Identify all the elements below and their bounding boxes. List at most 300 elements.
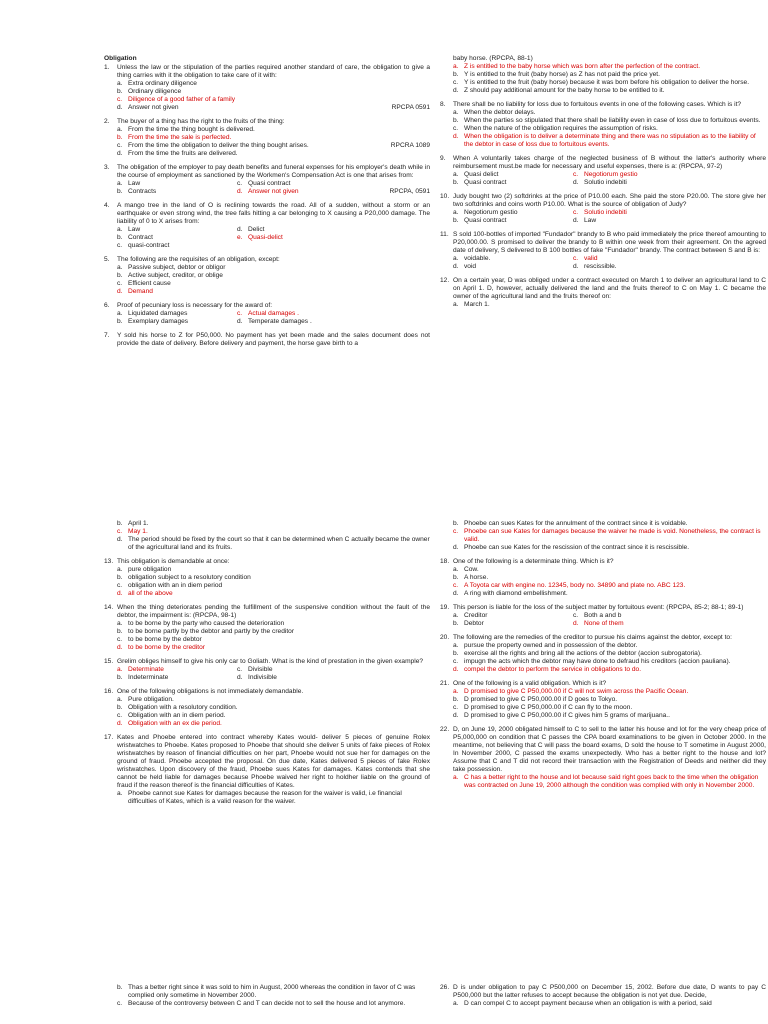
option-letter: d.	[453, 133, 459, 140]
option-letter: c.	[573, 171, 579, 178]
option-col-1	[453, 179, 573, 187]
option-text: to be borne by the party who caused the deterioration	[128, 620, 285, 627]
option-col-2	[237, 180, 291, 188]
option-list	[117, 620, 430, 652]
option-text: D promised to give C P50,000.00 if D goes to Tokyo.	[464, 696, 618, 703]
question-text: One of the following is a valid obligation. Which is it?	[453, 680, 607, 687]
option-text: Y is entitled to the fruit (baby horse) as Z has not paid the price yet.	[464, 71, 660, 78]
option-text: Quasi-delict	[248, 234, 283, 241]
question-stem	[440, 277, 766, 301]
answer-option	[453, 658, 766, 666]
option-text: D promised to give C P50,000.00 if C will not swim across the Pacific Ocean.	[464, 688, 689, 695]
option-text: to be borne by the debtor	[128, 636, 202, 643]
question-number: 22.	[440, 726, 450, 733]
option-text: Determinate	[128, 666, 164, 673]
question	[440, 984, 766, 1008]
option-col-1	[453, 171, 573, 179]
question-stem	[440, 231, 766, 255]
question-text: The following are the requisites of an obligation, except:	[117, 256, 280, 263]
option-letter: d.	[573, 179, 579, 186]
option-text: Ordinary diligence	[128, 88, 182, 95]
page-1	[0, 0, 768, 347]
option-letter: b.	[117, 134, 123, 141]
option-text: A horse.	[464, 574, 489, 581]
option-letter: d.	[237, 226, 243, 233]
question-number: 15.	[104, 658, 114, 665]
option-text: Exemplary damages	[128, 318, 189, 325]
option-text: Both a and b	[584, 612, 622, 619]
question	[104, 520, 430, 552]
answer-option	[453, 528, 766, 544]
question-stem	[104, 604, 430, 620]
option-col-1	[117, 242, 237, 250]
question-number: 16.	[104, 688, 114, 695]
question-text: When A voluntarily takes charge of the neglected business of B without the latter's authority where reimbursement must.be made for necessary and useful expenses, there is a: (RPCPA, 97-2)	[453, 155, 766, 170]
question	[440, 680, 766, 720]
option-text: Demand	[128, 288, 153, 295]
question	[104, 604, 430, 652]
answer-option	[117, 984, 430, 1000]
question-stem	[104, 164, 430, 180]
option-letter: b.	[453, 179, 459, 186]
option-letter: b.	[117, 674, 123, 681]
option-text: quasi-contract	[128, 242, 170, 249]
option-col-1	[453, 263, 573, 271]
option-letter: c.	[453, 79, 459, 86]
page2-right-column	[440, 520, 766, 796]
option-col-2	[237, 242, 248, 250]
option-list	[453, 642, 766, 674]
option-letter: d.	[573, 620, 579, 627]
option-text: When the obligation is to deliver a determinate thing and there was no stipulation as to the liability of the debtor in case of loss due to fortuitous events.	[464, 133, 756, 148]
answer-option	[117, 566, 430, 574]
option-col-2	[573, 620, 624, 628]
option-text: Quasi delict	[464, 171, 499, 178]
option-letter: d.	[573, 217, 579, 224]
question-stem	[104, 64, 430, 80]
option-text: The period should be fixed by the court so that it can be determined when C actually became the owner of the agricultural land and its fruits.	[128, 536, 430, 551]
option-list	[453, 520, 766, 552]
answer-option	[117, 272, 430, 280]
question-number: 7.	[104, 332, 110, 339]
page3-right-column	[440, 984, 766, 1014]
option-col-2	[573, 171, 638, 179]
question-text: A mango tree in the land of O is reclining towards the road. All of a sudden, without a storm or an earthquake or even strong wind, the tree falls hitting a car belonging to X causing a P20,000 damage. The liability of 0 to X arises from:	[117, 202, 430, 225]
option-text: Obligation with an ex die period.	[128, 720, 222, 727]
option-text: Quasi contract	[248, 180, 291, 187]
option-col-1	[453, 620, 573, 628]
question-text: D, on June 19, 2000 obligated himself to C to sell to the latter his house and lot for the very cheap price of P5,000,000 on condition that C passes the CPA board examinations to be given in October 2000. In the meantime, not believing that C will pass the board exams, D sold the house to T sometime in August 2000, In November 2000, C passed the exams unexpectedly. Who has a better right to the house and lot? Assume that C and T did not record their transaction with the Registration of Deeds and neither did they take possession.	[453, 726, 766, 773]
option-list	[453, 63, 766, 95]
answer-option-row	[453, 255, 766, 263]
option-letter: a.	[453, 63, 459, 70]
option-text: impugn the acts which the debtor may have done to defraud his creditors (accion pauliana).	[464, 658, 731, 665]
question-text: D is under obligation to pay C P500,000 on December 15, 2002. Before due date, D wants to pay C P500,000 but the latter refuses to accept because the obligation is not yet due. Decide,	[453, 984, 766, 999]
option-list	[117, 696, 430, 728]
option-letter: b.	[117, 984, 123, 991]
option-letter	[237, 242, 248, 250]
question-text: Proof of pecuniary loss is necessary for the award of:	[117, 302, 273, 309]
option-letter: c.	[117, 96, 123, 103]
option-letter: a.	[117, 180, 123, 187]
question	[440, 55, 766, 95]
option-letter: a.	[117, 264, 123, 271]
answer-option	[453, 590, 766, 598]
option-col-1	[453, 612, 573, 620]
option-letter: b.	[453, 574, 459, 581]
option-letter: c.	[237, 666, 243, 673]
option-letter: d.	[117, 150, 123, 157]
answer-option-row	[453, 171, 766, 179]
option-letter: b.	[117, 188, 123, 195]
option-letter: c.	[237, 180, 243, 187]
option-text: Z is entitled to the baby horse which was born after the perfection of the contract.	[464, 63, 701, 70]
option-col-2	[573, 217, 596, 225]
option-letter: c.	[453, 658, 459, 665]
answer-option	[117, 126, 430, 134]
option-text: Quasi contract	[464, 217, 507, 224]
option-text: Negotiorum gestio	[464, 209, 518, 216]
option-col-1	[117, 226, 237, 234]
option-text: Obligation with an in diem period.	[128, 712, 226, 719]
answer-option	[117, 628, 430, 636]
option-col-1	[453, 217, 573, 225]
option-text: Thas a better right since it was sold to him in August, 2000 whereas the condition in favor of C was complied only sometime in November 2000.	[128, 984, 416, 999]
option-col-2	[573, 255, 598, 263]
answer-option	[117, 582, 430, 590]
option-letter: b.	[453, 620, 459, 627]
option-letter: b.	[453, 520, 459, 527]
option-text: From the time the fruits are delivered.	[128, 150, 238, 157]
option-text: Answer not given	[128, 104, 179, 111]
question-number: 6.	[104, 302, 110, 309]
question-text: One of the following obligations is not immediately demandable.	[117, 688, 304, 695]
question-number: 17.	[104, 734, 114, 741]
answer-option	[453, 71, 766, 79]
option-text: voidable.	[464, 255, 491, 262]
answer-option-row	[117, 234, 430, 242]
question-stem	[104, 256, 430, 264]
question	[104, 984, 430, 1008]
option-col-2	[237, 310, 299, 318]
option-letter: d.	[237, 318, 243, 325]
option-text: A Toyota car with engine no. 12345, body no. 34890 and plate no. ABC 123.	[464, 582, 686, 589]
option-letter: a.	[117, 310, 123, 317]
option-letter: a.	[117, 80, 123, 87]
page3-left-column	[104, 984, 430, 1014]
option-letter: d.	[453, 590, 459, 597]
option-letter: d.	[117, 720, 123, 727]
option-letter: b.	[117, 318, 123, 325]
question-number: 14.	[104, 604, 114, 611]
option-text: Pure obligation.	[128, 696, 174, 703]
question-text: S sold 100-bottles of imported "Fundador" brandy to B who paid immediately the price thereof amounting to P20,000.00. S promised to deliver the brandy to B within one week from their agreement. On the agreed date of delivery, S delivered to B 100 bottles of fake "Fundador" brandy. The contract between S and B is:	[453, 231, 766, 254]
option-letter: d.	[453, 712, 459, 719]
answer-option	[453, 520, 766, 528]
option-letter: a.	[117, 620, 123, 627]
option-letter: a.	[453, 301, 459, 308]
question-number	[440, 55, 453, 63]
option-letter: b.	[117, 234, 123, 241]
question-number: 26.	[440, 984, 450, 991]
question-number: 2.	[104, 118, 110, 125]
question-stem	[440, 984, 766, 1000]
option-text: Phoebe can sues Kates for the annulment of the contract since it is voidable.	[464, 520, 688, 527]
answer-option-row	[117, 242, 430, 250]
question-text: When the thing deteriorates pending the fulfillment of the suspensive condition without the fault of the debtor, the impairment is: (RPCPA, 98-1)	[117, 604, 430, 619]
question-stem	[104, 658, 430, 666]
option-text: Law	[128, 226, 141, 233]
answer-option	[453, 87, 766, 95]
answer-option-row	[117, 674, 430, 682]
option-text: obligation with an in diem period	[128, 582, 223, 589]
option-text: D can compel C to accept payment because when an obligation is with a period, said	[464, 1000, 712, 1007]
option-letter: a.	[453, 566, 459, 573]
answer-option	[117, 720, 430, 728]
option-letter: d.	[453, 544, 459, 551]
answer-option	[117, 644, 430, 652]
option-letter: b.	[453, 217, 459, 224]
question-number: 21.	[440, 680, 450, 687]
option-letter: b.	[453, 71, 459, 78]
answer-option	[453, 133, 766, 149]
option-text: Creditor	[464, 612, 488, 619]
question-text: Unless the law or the stipulation of the parties required another standard of care, the obligation to give a thing carries with it the obligation to take care of it with:	[117, 64, 430, 79]
answer-option	[117, 80, 430, 88]
answer-option-row	[117, 180, 430, 188]
answer-option	[117, 574, 430, 582]
question-number: 10.	[440, 193, 450, 200]
option-letter: a.	[453, 109, 459, 116]
option-letter: a.	[453, 1000, 459, 1007]
question-number: 9.	[440, 155, 446, 162]
question-text: Judy bought two (2) softdrinks at the price of P10.00 each. She paid the store P20.00. The store give her two softdrinks and coins worth P10.00. What is the source of obligation of Judy?	[453, 193, 766, 208]
option-text: Solutio indebiti	[584, 209, 627, 216]
question-stem	[104, 302, 430, 310]
option-text: Delict	[248, 226, 265, 233]
option-text: Extra ordinary diligence	[128, 80, 197, 87]
option-col-1	[117, 666, 237, 674]
option-text: Law	[584, 217, 597, 224]
question	[104, 202, 430, 250]
option-text: Liquidated damages	[128, 310, 188, 317]
option-text: all of the above	[128, 590, 173, 597]
answer-option	[117, 280, 430, 288]
option-text: Negotiorum gestio	[584, 171, 638, 178]
option-text: rescissible.	[584, 263, 617, 270]
option-letter: b.	[117, 520, 123, 527]
option-text: Phoebe cannot sue Kates for damages because the reason for the waiver is valid, i.e financial difficulties of Kates, which is a valid reason for the waiver.	[128, 790, 402, 805]
question-number: 13.	[104, 558, 114, 565]
question	[104, 302, 430, 326]
option-letter: c.	[453, 704, 459, 711]
question-text: The obligation of the employer to pay death benefits and funeral expenses for his employer's death while in the course of employment as sanctioned by the Workmen's Compensation Act is one that arises from:	[117, 164, 430, 179]
option-text: Divisible	[248, 666, 273, 673]
option-text: When the nature of the obligation requires the assumption of risks.	[464, 125, 658, 132]
option-letter: c.	[573, 209, 579, 216]
option-text: From the time the thing bought is delivered.	[128, 126, 255, 133]
option-text: Passive subject, debtor or obligor	[128, 264, 226, 271]
answer-option	[453, 109, 766, 117]
answer-option	[117, 528, 430, 536]
option-list	[453, 109, 766, 149]
option-text: exercise all the rights and bring all the actions of the debtor (accion subrogatoria).	[464, 650, 702, 657]
answer-option	[453, 666, 766, 674]
source-reference: RPCPA 0591	[391, 104, 430, 111]
option-text: Z should pay additional amount for the baby horse to be entitled to it.	[464, 87, 665, 94]
question-number: 18.	[440, 558, 450, 565]
answer-option	[117, 288, 430, 296]
question-number: 12.	[440, 277, 450, 284]
question-stem	[104, 558, 430, 566]
option-letter: a.	[117, 790, 123, 797]
question-number: 1.	[104, 64, 110, 71]
option-text: When the debtor delays.	[464, 109, 536, 116]
option-letter: c.	[453, 125, 459, 132]
answer-option	[453, 642, 766, 650]
answer-option	[453, 544, 766, 552]
option-col-2	[573, 263, 617, 271]
option-col-2	[237, 234, 283, 242]
option-text: valid	[584, 255, 598, 262]
question	[440, 520, 766, 552]
answer-option-row	[117, 666, 430, 674]
option-letter: c.	[117, 712, 123, 719]
option-letter: a.	[453, 171, 459, 178]
option-letter: a.	[117, 696, 123, 703]
document-title: Obligation	[104, 55, 137, 62]
source-reference: RPCRA 1089	[390, 142, 430, 149]
option-letter: d.	[117, 288, 123, 295]
answer-option	[117, 520, 430, 528]
option-col-1	[117, 188, 237, 196]
option-col-1	[117, 310, 237, 318]
answer-option	[117, 696, 430, 704]
answer-option	[453, 125, 766, 133]
option-letter: d.	[237, 674, 243, 681]
option-col-1	[453, 255, 573, 263]
question	[104, 558, 430, 598]
option-letter: c.	[117, 142, 123, 149]
option-text: void	[464, 263, 477, 270]
page-2	[0, 512, 768, 805]
option-list	[117, 126, 430, 158]
question-text: baby horse. (RPCPA, 88-1)	[453, 55, 533, 62]
question-number: 5.	[104, 256, 110, 263]
option-list	[117, 264, 430, 296]
option-letter: c.	[117, 582, 123, 589]
answer-option-row	[453, 217, 766, 225]
answer-option	[117, 142, 430, 150]
option-letter: b.	[117, 704, 123, 711]
question-stem	[440, 55, 766, 63]
question-number: 3.	[104, 164, 110, 171]
question-stem	[440, 726, 766, 774]
answer-option	[453, 696, 766, 704]
option-col-2	[573, 179, 627, 187]
question-text: Grelim obliges himself to give his only car to Goliath. What is the kind of prestation in the given example?	[117, 658, 424, 665]
answer-option	[117, 104, 430, 112]
option-text: Quasi contract	[464, 179, 507, 186]
option-letter: d.	[117, 644, 123, 651]
answer-option	[117, 636, 430, 644]
question	[440, 155, 766, 187]
answer-option	[453, 63, 766, 71]
option-letter: c.	[117, 280, 123, 287]
answer-option-row	[453, 620, 766, 628]
question	[440, 604, 766, 628]
option-text: May 1.	[128, 528, 148, 535]
option-letter: c.	[117, 636, 123, 643]
question-number: 20.	[440, 634, 450, 641]
option-text: Because of the controversy between C and T can decide not to sell the house and lot anymore.	[128, 1000, 406, 1007]
option-letter: a.	[117, 126, 123, 133]
option-text: Phoebe can sue Kates for the rescission of the contract since it is rescissible.	[464, 544, 690, 551]
option-letter: a.	[453, 774, 459, 781]
option-letter: d.	[453, 87, 459, 94]
option-letter: d.	[453, 263, 459, 270]
option-text: March 1.	[464, 301, 490, 308]
page-3	[0, 768, 768, 1024]
option-letter: c.	[573, 612, 579, 619]
option-col-2	[237, 666, 273, 674]
option-letter: a.	[453, 612, 459, 619]
question	[440, 558, 766, 598]
answer-option	[117, 590, 430, 598]
option-text: Indeterminate	[128, 674, 169, 681]
option-list	[117, 80, 430, 112]
option-letter: d.	[117, 536, 123, 543]
question-stem	[440, 604, 766, 612]
answer-option-row	[117, 318, 430, 326]
answer-option-row	[117, 188, 430, 196]
question	[440, 193, 766, 225]
question	[440, 101, 766, 149]
answer-option	[453, 1000, 766, 1008]
question	[104, 332, 430, 348]
option-letter: d.	[573, 263, 579, 270]
option-text: Active subject, creditor, or oblige	[128, 272, 223, 279]
option-text: When the parties so stipulated that there shall be liability even in case of loss due to fortuitous events.	[464, 117, 761, 124]
option-col-2	[237, 674, 277, 682]
page1-right-column	[440, 55, 766, 315]
option-letter: a.	[453, 255, 459, 262]
answer-option	[453, 688, 766, 696]
answer-option	[117, 704, 430, 712]
answer-option-row	[117, 310, 430, 318]
question-stem	[440, 155, 766, 171]
option-list	[117, 984, 430, 1008]
answer-option	[117, 88, 430, 96]
option-text: C has a better right to the house and lot because said right goes back to the time when the obligation was contracted on June 19, 2000 although the condition was complied with only in November 2000.	[464, 774, 759, 789]
option-text: Solutio indebiti	[584, 179, 627, 186]
question-number: 4.	[104, 202, 110, 209]
answer-option	[453, 650, 766, 658]
answer-option	[117, 150, 430, 158]
option-letter: c.	[237, 310, 243, 317]
option-text: Actual damages .	[248, 310, 299, 317]
option-letter: d.	[117, 104, 123, 111]
option-text: Answer not given	[248, 188, 299, 195]
answer-option-row	[453, 209, 766, 217]
question	[440, 634, 766, 674]
answer-option	[117, 536, 430, 552]
option-text: to be borne by the creditor	[128, 644, 205, 651]
option-text: Obligation with a resolutory condition.	[128, 704, 238, 711]
question-text: One of the following is a determinate thing. Which is it?	[453, 558, 614, 565]
question-text: The following are the remedies of the creditor to pursue his claims against the debtor, except to:	[453, 634, 732, 641]
question-stem	[440, 193, 766, 209]
